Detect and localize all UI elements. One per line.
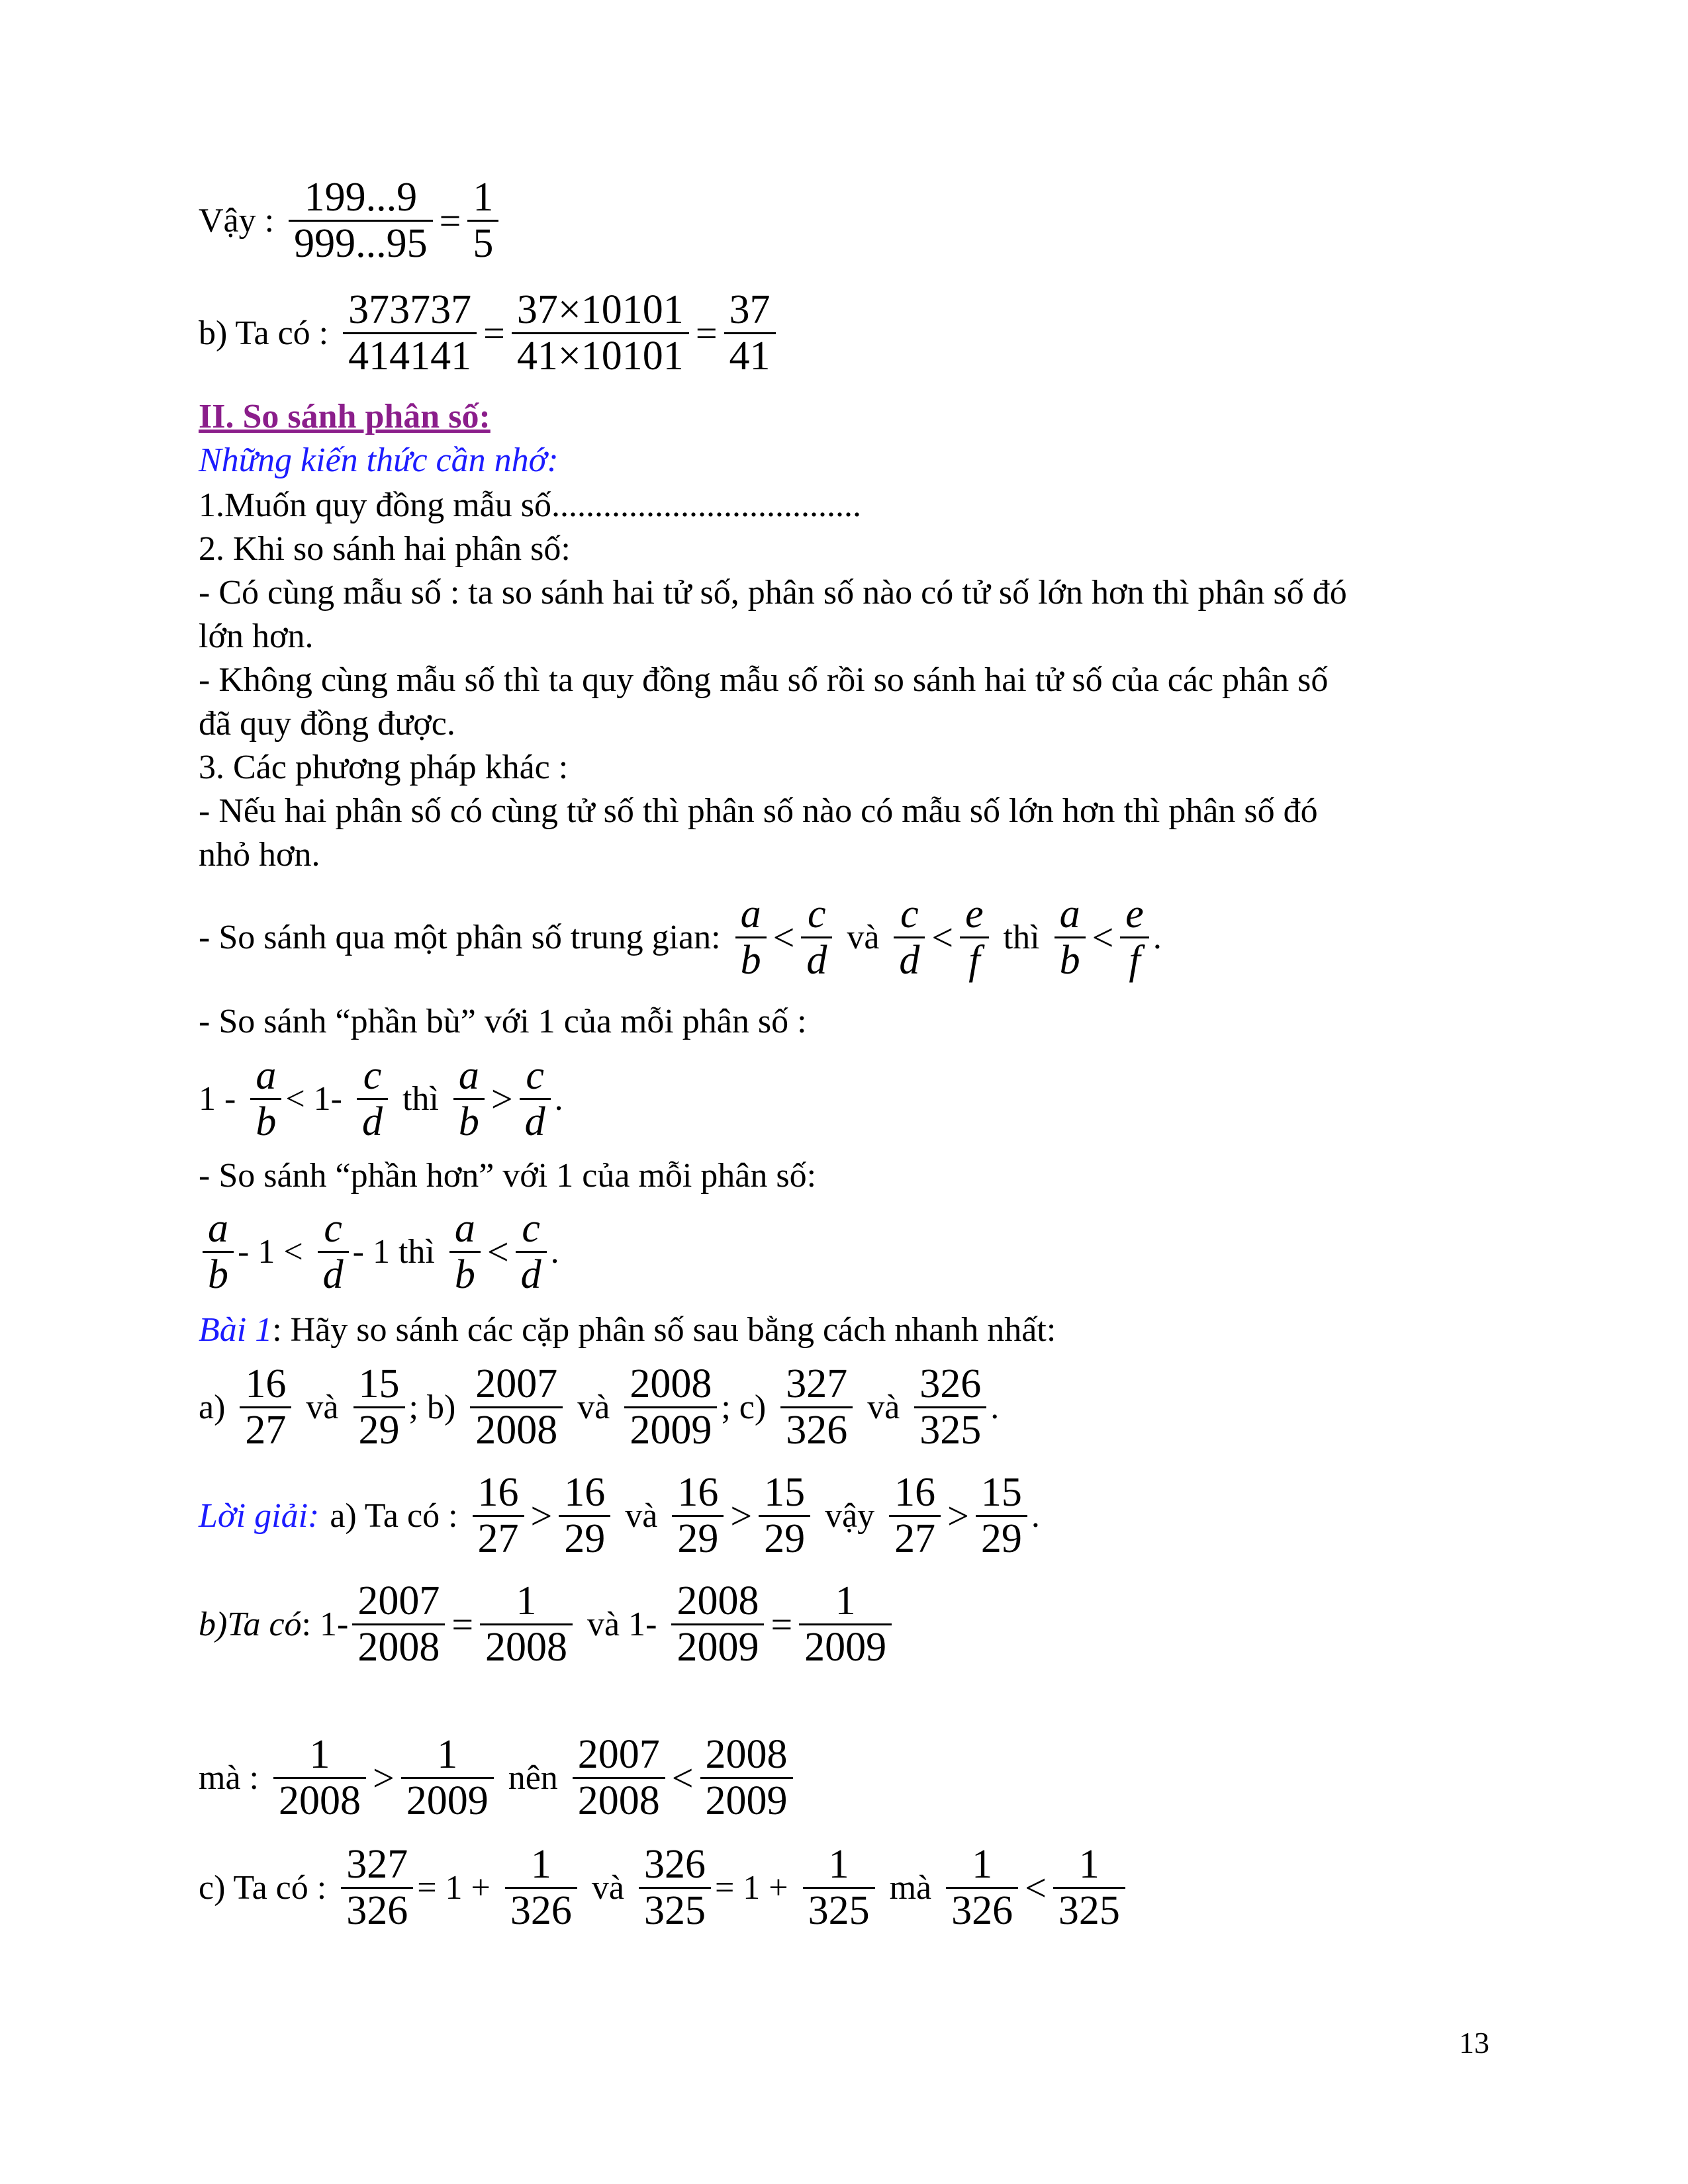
fraction: 373737 414141 [343, 288, 477, 379]
fraction: 16 27 [889, 1471, 941, 1561]
fraction: 16 27 [240, 1362, 291, 1453]
solution-a: Lời giải: a) Ta có : 16 27 > 16 29 và 16 29 > 15 29 vậy 16 27 > 15 29 . [199, 1470, 1040, 1561]
paragraph-line: nhỏ hơn. [199, 836, 320, 874]
fraction: c d [894, 892, 925, 983]
page-number: 13 [1459, 2026, 1489, 2060]
paragraph-line: 2. Khi so sánh hai phân số: [199, 530, 571, 568]
fraction: a b [449, 1206, 481, 1297]
fraction: 16 29 [559, 1471, 610, 1561]
fraction: 37 41 [724, 288, 776, 379]
fraction: 2008 2009 [624, 1362, 717, 1453]
fraction: 2008 2009 [671, 1579, 764, 1670]
fraction: c d [516, 1206, 547, 1297]
fraction: c d [318, 1206, 349, 1297]
fraction: 16 27 [473, 1471, 524, 1561]
exercise-title: Bài 1: Hãy so sánh các cặp phân số sau bằng cách nhanh nhất: [199, 1311, 1056, 1349]
paragraph-line: đã quy đồng được. [199, 705, 455, 743]
fraction: 2007 2008 [573, 1733, 665, 1823]
fraction: 15 29 [759, 1471, 810, 1561]
fraction: 1 325 [803, 1843, 875, 1933]
fraction: a b [1055, 892, 1086, 983]
fraction: 1 2008 [273, 1733, 366, 1823]
fraction: a b [735, 892, 767, 983]
fraction: 1 326 [505, 1843, 577, 1933]
paragraph-line: - So sánh “phần bù” với 1 của mỗi phân số : [199, 1003, 807, 1040]
paragraph-line: lớn hơn. [199, 617, 314, 655]
fraction: e f [1120, 892, 1149, 983]
fraction: c d [357, 1054, 388, 1144]
section-heading: II. So sánh phân số: [199, 398, 491, 435]
fraction: 326 325 [639, 1843, 711, 1933]
fraction: 2007 2008 [352, 1579, 445, 1670]
exercise-question: a) 16 27 và 15 29 ; b) 2007 2008 và 2008 2009 ; c) 327 326 và 326 325 . [199, 1361, 1000, 1453]
method-intermediate: - So sánh qua một phân số trung gian: a b < c d và c d < e f thì a b < e f . [199, 891, 1162, 983]
fraction: 1 2008 [480, 1579, 573, 1670]
fraction: 327 326 [341, 1843, 413, 1933]
fraction: a b [250, 1054, 281, 1144]
fraction: 16 29 [672, 1471, 724, 1561]
fraction: 1 2009 [401, 1733, 494, 1823]
paragraph-line: 1.Muốn quy đồng mẫu số.................................... [199, 486, 861, 524]
result-line-a: Vậy : 199...9 999...95 = 1 5 [199, 175, 502, 266]
lead-text: Vậy : [199, 201, 275, 240]
solution-b: b)Ta có : 1- 2007 2008 = 1 2008 và 1- 2008 2009 = 1 2009 [199, 1579, 896, 1670]
lead-text: b) Ta có : [199, 314, 329, 352]
fraction: 2007 2008 [470, 1362, 563, 1453]
fraction: e f [960, 892, 989, 983]
fraction: 1 2009 [799, 1579, 892, 1670]
paragraph-line: 3. Các phương pháp khác : [199, 749, 569, 786]
solution-b-continued: mà : 1 2008 > 1 2009 nên 2007 2008 < 2008 2009 [199, 1733, 797, 1823]
fraction: 199...9 999...95 [289, 175, 433, 266]
paragraph-line: - Không cùng mẫu số thì ta quy đồng mẫu số rồi so sánh hai tử số của các phân số [199, 661, 1329, 699]
paragraph-line: - Có cùng mẫu số : ta so sánh hai tử số, phân số nào có tử số lớn hơn thì phân số đó [199, 574, 1347, 612]
fraction: c d [801, 892, 832, 983]
method-complement: 1 - a b < 1- c d thì a b > c d . [199, 1053, 563, 1144]
fraction: 1 5 [467, 175, 498, 266]
fraction: c d [520, 1054, 551, 1144]
fraction: 1 325 [1053, 1843, 1125, 1933]
fraction: 327 326 [780, 1362, 853, 1453]
fraction: a b [453, 1054, 485, 1144]
fraction: 2008 2009 [700, 1733, 793, 1823]
method-surplus: a b - 1 < c d - 1 thì a b < c d . [199, 1206, 559, 1297]
fraction: 15 29 [353, 1362, 405, 1453]
paragraph-line: - So sánh “phần hơn” với 1 của mỗi phân số: [199, 1157, 817, 1195]
fraction: a b [203, 1206, 234, 1297]
fraction: 15 29 [976, 1471, 1027, 1561]
solution-c: c) Ta có : 327 326 = 1 + 1 326 và 326 325 = 1 + 1 325 mà 1 326 < 1 325 [199, 1843, 1129, 1933]
fraction: 1 326 [946, 1843, 1018, 1933]
section-subheading: Những kiến thức cần nhớ: [199, 441, 559, 479]
result-line-b: b) Ta có : 373737 414141 = 37×10101 41×10101 = 37 41 [199, 288, 780, 379]
paragraph-line: - Nếu hai phân số có cùng tử số thì phân số nào có mẫu số lớn hơn thì phân số đó [199, 792, 1318, 830]
fraction: 37×10101 41×10101 [512, 288, 689, 379]
fraction: 326 325 [914, 1362, 986, 1453]
